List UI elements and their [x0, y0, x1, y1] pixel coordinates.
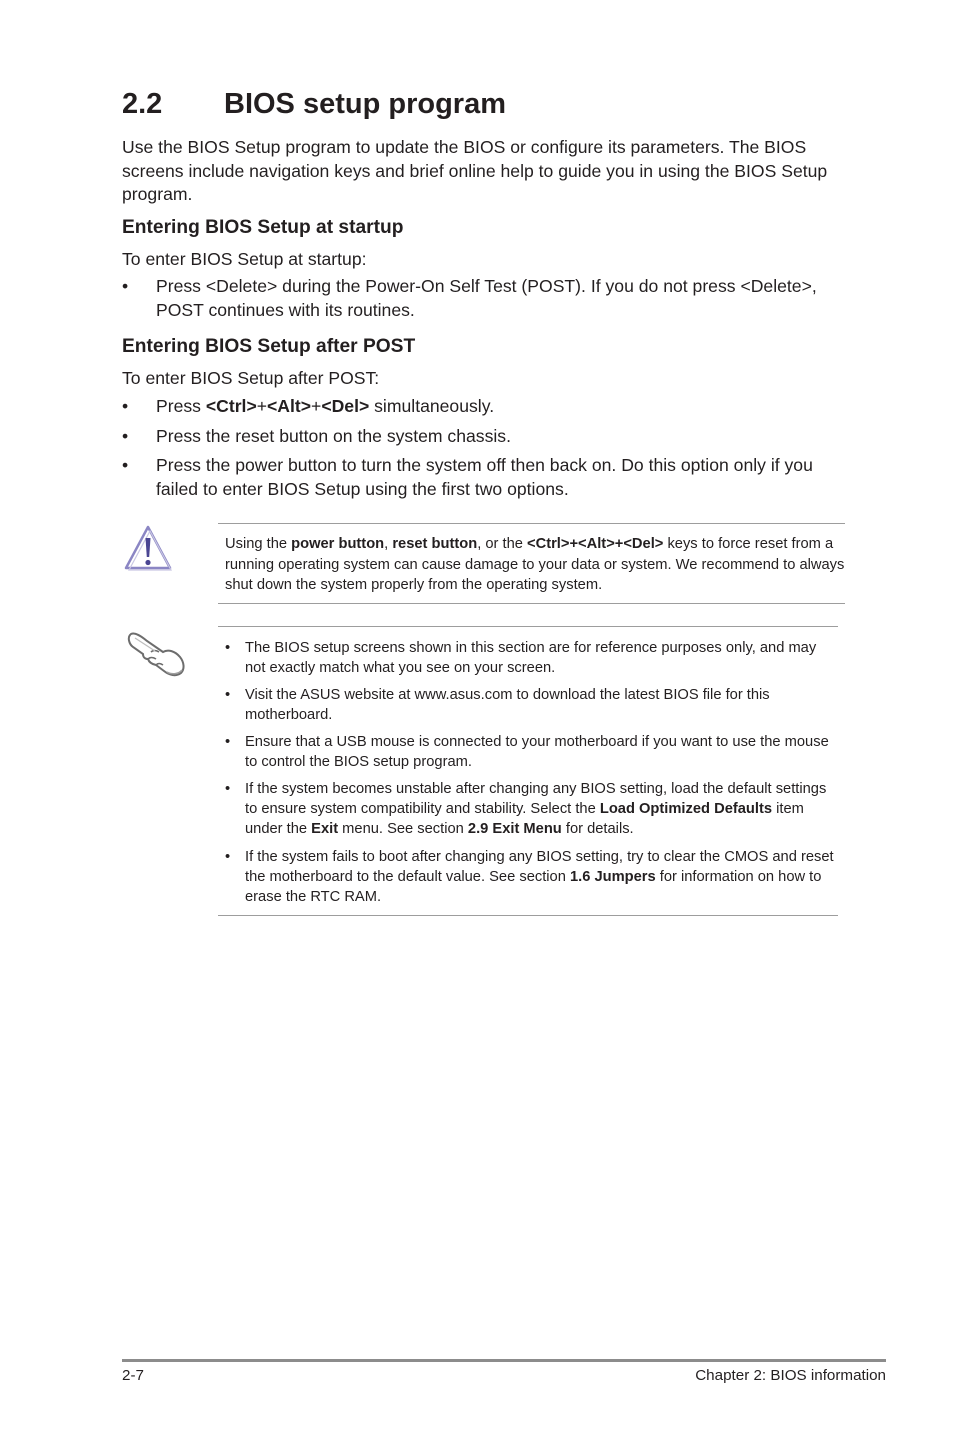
page-number: 2-7: [122, 1367, 144, 1384]
exit-menu-section-ref: 2.9 Exit Menu: [467, 821, 562, 838]
startup-bullet-text: Press <Delete> during the Power-On Self Test (POST). If you do not press <Delete>, POST continues with its routines.: [156, 276, 817, 320]
warning-bottom-rule: [218, 603, 845, 604]
startup-lead: To enter BIOS Setup at startup:: [122, 249, 367, 269]
power-button-term: power button: [291, 536, 385, 552]
bullet1-post: simultaneously.: [369, 396, 495, 416]
warning-top-rule: [218, 523, 845, 524]
section-title: [122, 88, 506, 121]
bullet-dot: •: [225, 640, 231, 656]
exit-term: Exit: [311, 821, 339, 838]
bullet1-pre: Press: [156, 396, 206, 416]
bullet-dot: •: [225, 781, 231, 797]
bullet-dot: •: [122, 426, 129, 446]
key-alt: <Alt>: [267, 396, 312, 416]
key-del: <Del>: [321, 396, 370, 416]
note-bullet-5-text: If the system fails to boot after changing any BIOS setting, try to clear the CMOS and reset the motherboard to the default value. See section 1.6 Jumpers for information on how to erase the RTC RAM.: [245, 849, 834, 906]
bullet-dot: •: [225, 687, 231, 703]
key-ctrl: <Ctrl>: [205, 396, 257, 416]
note-top-rule: [218, 626, 838, 627]
bullet-dot: •: [225, 734, 231, 750]
note-bullet-3-text: Ensure that a USB mouse is connected to your motherboard if you want to use the mouse to control the BIOS setup program.: [245, 734, 829, 771]
bullet-dot: •: [122, 455, 129, 475]
bullet-dot: •: [225, 849, 231, 865]
section-number: 2.2: [122, 88, 163, 120]
intro-paragraph: Use the BIOS Setup program to update the BIOS or configure its parameters. The BIOS screens include navigation keys and brief online help to guide you in using the BIOS Setup program.: [122, 137, 828, 204]
after-post-bullet-3-text: Press the power button to turn the system off then back on. Do this option only if you failed to enter BIOS Setup using the first two options.: [156, 455, 813, 499]
startup-heading: Entering BIOS Setup at startup: [122, 217, 404, 238]
chapter-title: Chapter 2: BIOS information: [695, 1367, 886, 1384]
reset-button-term: reset button: [392, 536, 478, 552]
note-bullet-2-text: Visit the ASUS website at www.asus.com to download the latest BIOS file for this motherboard.: [245, 687, 770, 724]
bullet-dot: •: [122, 396, 129, 416]
jumpers-section-ref: 1.6 Jumpers: [569, 869, 656, 886]
note-bullet-4-text: If the system becomes unstable after changing any BIOS setting, load the default settings to ensure system compatibility and stability. Select the Load Optimized Defaults item under the Exit menu. See section 2.9 Exit Menu for details.: [245, 781, 827, 838]
plus-sign: +: [256, 396, 268, 416]
note-bottom-rule: [218, 915, 838, 916]
warning-triangle-icon: [123, 524, 173, 572]
load-optimized-defaults-term: Load Optimized Defaults: [599, 801, 773, 818]
footer-rule: [122, 1359, 886, 1362]
plus-sign: +: [311, 396, 322, 416]
pointing-hand-icon: [125, 628, 187, 678]
section-title-text: BIOS setup program: [224, 88, 506, 120]
note-bullet-1-text: The BIOS setup screens shown in this section are for reference purposes only, and may not exactly match what you see on your screen.: [245, 640, 817, 677]
bullet-dot: •: [122, 276, 129, 296]
after-post-heading: Entering BIOS Setup after POST: [122, 336, 416, 357]
key-combo-term: <Ctrl>+<Alt>+<Del>: [527, 536, 664, 552]
warning-text: Using the power button, reset button, or the <Ctrl>+<Alt>+<Del> keys to force reset from a running operating system can cause damage to your data or system. We recommend to always shut down the system properly from the operating system.: [225, 536, 845, 593]
after-post-lead: To enter BIOS Setup after POST:: [122, 368, 380, 388]
after-post-bullet-2-text: Press the reset button on the system chassis.: [156, 426, 511, 446]
